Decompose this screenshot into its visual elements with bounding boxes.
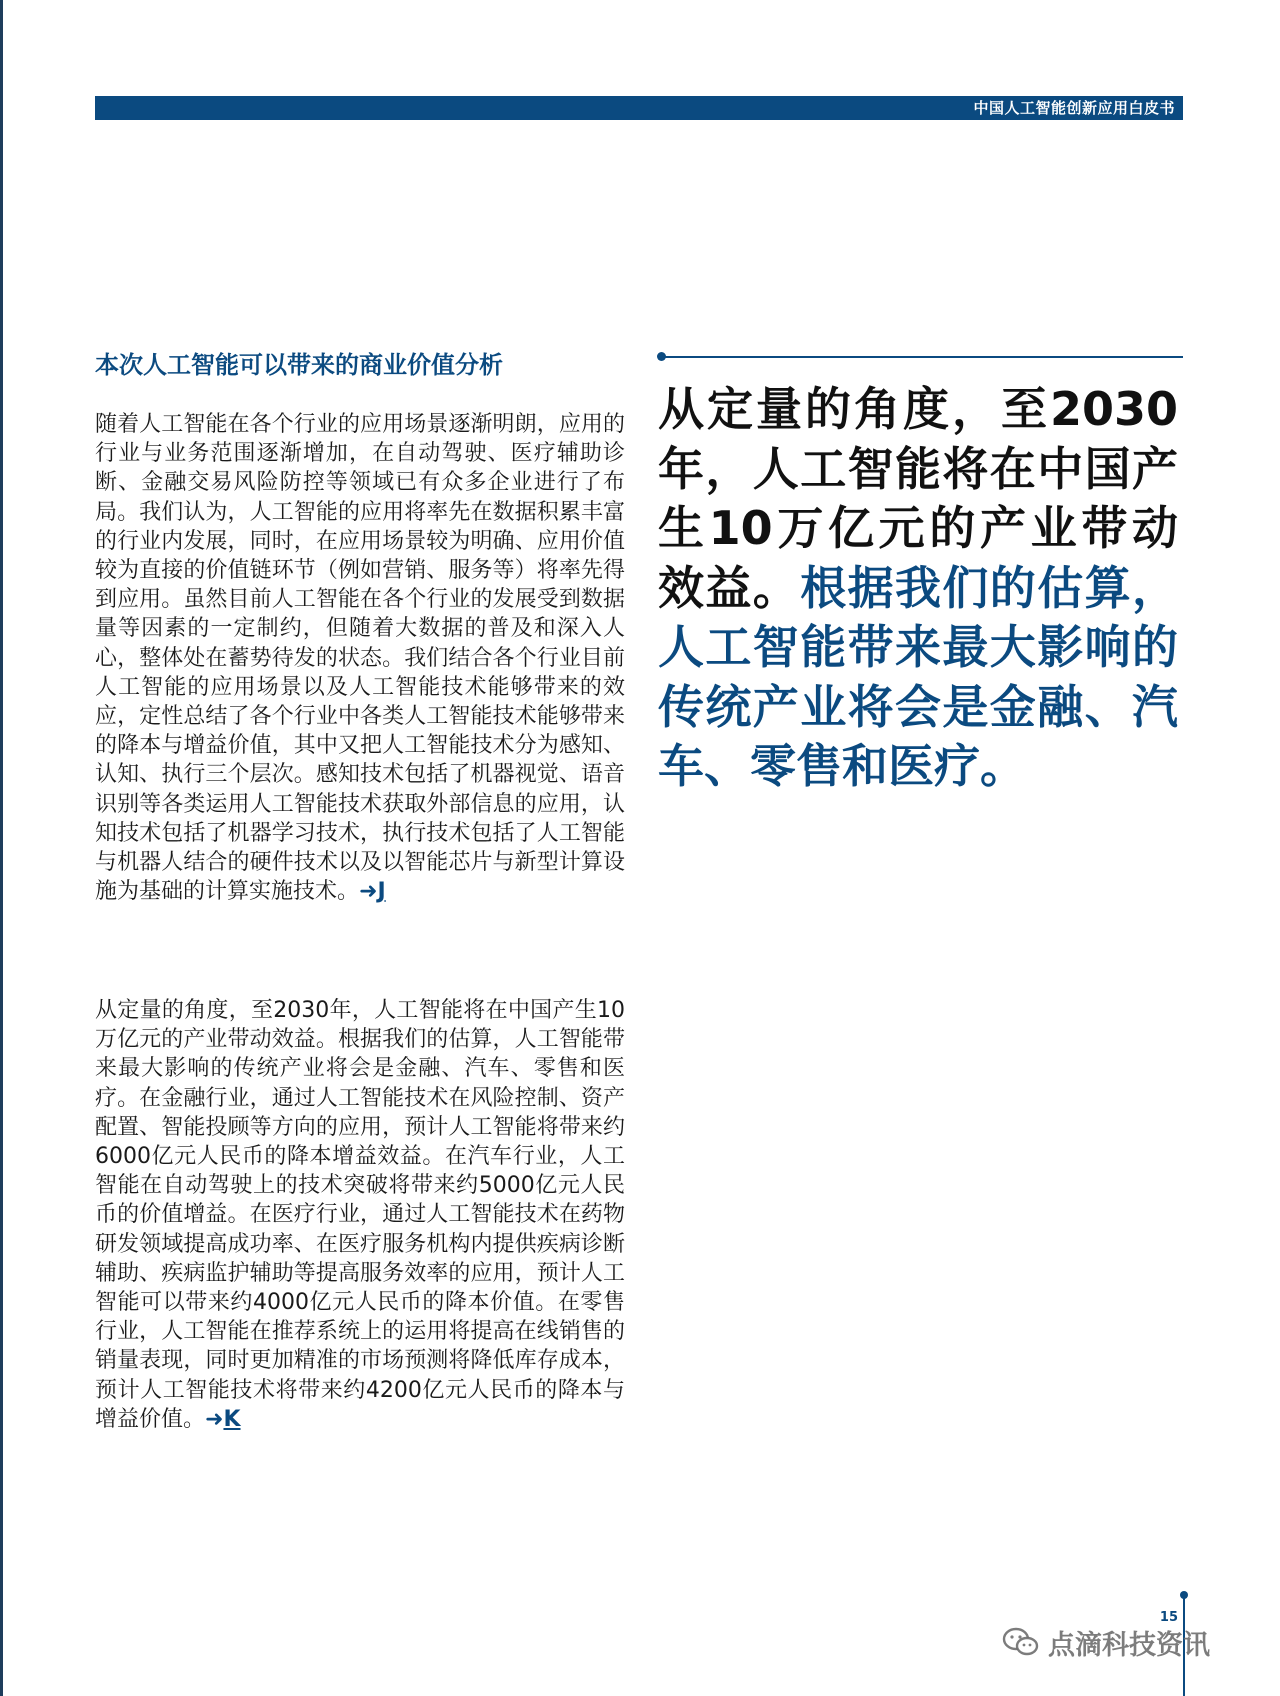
arrow-right-icon: ➜ xyxy=(205,1406,224,1432)
quote-divider xyxy=(660,356,1183,358)
body-paragraph-1 xyxy=(95,410,625,906)
header-title: 中国人工智能创新应用白皮书 xyxy=(973,99,1175,117)
watermark xyxy=(1002,1624,1210,1660)
watermark-text: 点滴科技资讯 xyxy=(1048,1629,1210,1661)
page-edge-line xyxy=(0,0,3,1696)
reference-j-label: J xyxy=(377,879,386,905)
arrow-right-icon: ➜ xyxy=(359,879,378,905)
reference-j-link[interactable] xyxy=(359,879,386,904)
paragraph-2-text: 从定量的角度，至2030年，人工智能将在中国产生10万亿元的产业带动效益。根据我们的估算，人工智能带来最大影响的传统产业将会是金融、汽车、零售和医疗。在金融行业，通过人工智能技术在风险控制、资产配置、智能投顾等方向的应用，预计人工智能将带来约6000亿元人民币的降本增益效益。在汽车行业，人工智能在自动驾驶上的技术突破将带来约5000亿元人民币的价值增益。在医疗行业，通过人工智能技术在药物研发领域提高成功率、在医疗服务机构内提供疾病诊断辅助、疾病监护辅助等提高服务效率的应用，预计人工智能可以带来约4000亿元人民币的降本价值。在零售行业，人工智能在推荐系统上的运用将提高在线销售的销量表现，同时更加精准的市场预测将降低库存成本，预计人工智能技术将带来约4200亿元人民币的降本与增益价值。 xyxy=(95,998,625,1432)
pull-quote xyxy=(658,380,1178,797)
header-bar xyxy=(95,96,1183,120)
body-paragraph-2 xyxy=(95,996,625,1434)
paragraph-1-text: 随着人工智能在各个行业的应用场景逐渐明朗，应用的行业与业务范围逐渐增加，在自动驾驶、医疗辅助诊断、金融交易风险防控等领域已有众多企业进行了布局。我们认为，人工智能的应用将率先在数据积累丰富的行业内发展，同时，在应用场景较为明确、应用价值较为直接的价值链环节（例如营销、服务等）将率先得到应用。虽然目前人工智能在各个行业的发展受到数据量等因素的一定制约，但随着大数据的普及和深入人心，整体处在蓄势待发的状态。我们结合各个行业目前人工智能的应用场景以及人工智能技术能够带来的效应，定性总结了各个行业中各类人工智能技术能够带来的降本与增益价值，其中又把人工智能技术分为感知、认知、执行三个层次。感知技术包括了机器视觉、语音识别等各类运用人工智能技术获取外部信息的应用，认知技术包括了机器学习技术，执行技术包括了人工智能与机器人结合的硬件技术以及以智能芯片与新型计算设施为基础的计算实施技术。 xyxy=(95,412,625,905)
pull-quote-blue-text: 根据我们的估算，人工智能带来最大影响的传统产业将会是金融、汽车、零售和医疗。 xyxy=(658,560,1179,793)
section-heading: 本次人工智能可以带来的商业价值分析 xyxy=(95,351,503,379)
wechat-icon xyxy=(1002,1626,1040,1658)
reference-k-label: K xyxy=(223,1406,241,1432)
page-number: 15 xyxy=(1159,1610,1178,1625)
pull-quote-dark-text: 从定量的角度，至2030年，人工智能将在中国产生10万亿元的产业带动效益。 xyxy=(658,382,1178,615)
reference-k-link[interactable] xyxy=(205,1407,241,1432)
